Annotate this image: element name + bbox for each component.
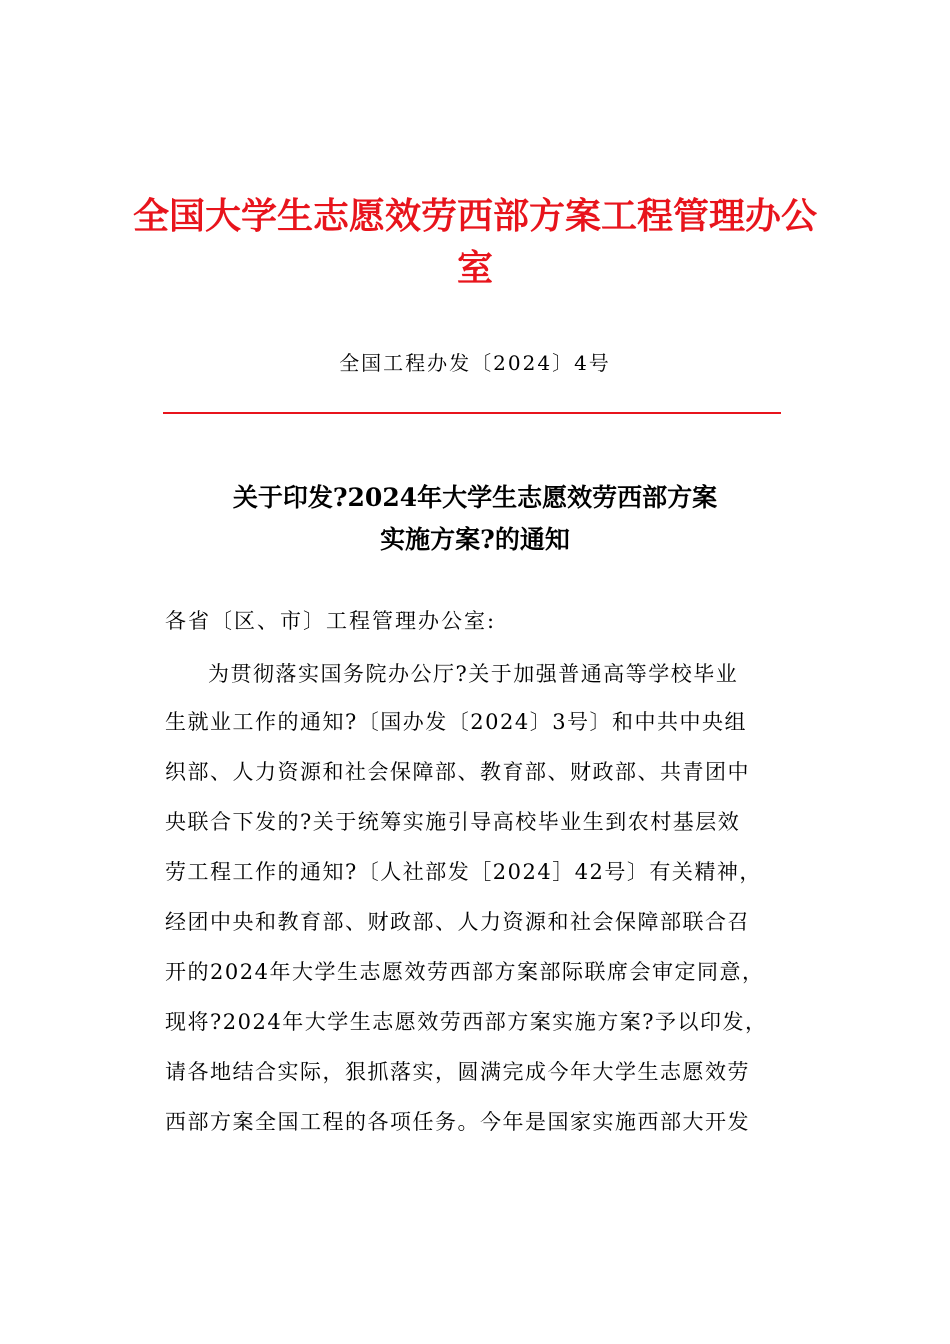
body-text-line: 西部方案全国工程的各项任务。今年是国家实施西部大开发 [165,1110,750,1134]
document-number: 全国工程办发〔2024〕4号 [339,351,611,375]
notice-title-line1: 关于印发?2024年大学生志愿效劳西部方案 [232,483,718,512]
body-text-line: 开的2024年大学生志愿效劳西部方案部际联席会审定同意， [165,960,765,984]
issuing-office-title-line1: 全国大学生志愿效劳西部方案工程管理办公 [132,195,817,237]
body-text-line: 经团中央和教育部、财政部、人力资源和社会保障部联合召 [165,910,750,934]
body-text-line: 生就业工作的通知?〔国办发〔2024〕3号〕和中共中央组 [165,710,748,734]
notice-title-line2: 实施方案?的通知 [380,525,570,554]
body-text-line: 请各地结合实际，狠抓落实，圆满完成今年大学生志愿效劳 [165,1060,750,1084]
salutation: 各省〔区、市〕工程管理办公室: [165,609,497,633]
body-text-line: 央联合下发的?关于统筹实施引导高校毕业生到农村基层效 [165,810,741,834]
body-text-line: 现将?2024年大学生志愿效劳西部方案实施方案?予以印发， [165,1010,768,1034]
issuing-office-title-line2: 室 [456,247,493,289]
body-text-line: 劳工程工作的通知?〔人社部发［2024］42号〕有关精神， [165,860,762,884]
body-text-line: 为贯彻落实国务院办公厅?关于加强普通高等学校毕业 [208,662,739,686]
body-text-line: 织部、人力资源和社会保障部、教育部、财政部、共青团中 [165,760,750,784]
red-divider-line [163,412,781,414]
